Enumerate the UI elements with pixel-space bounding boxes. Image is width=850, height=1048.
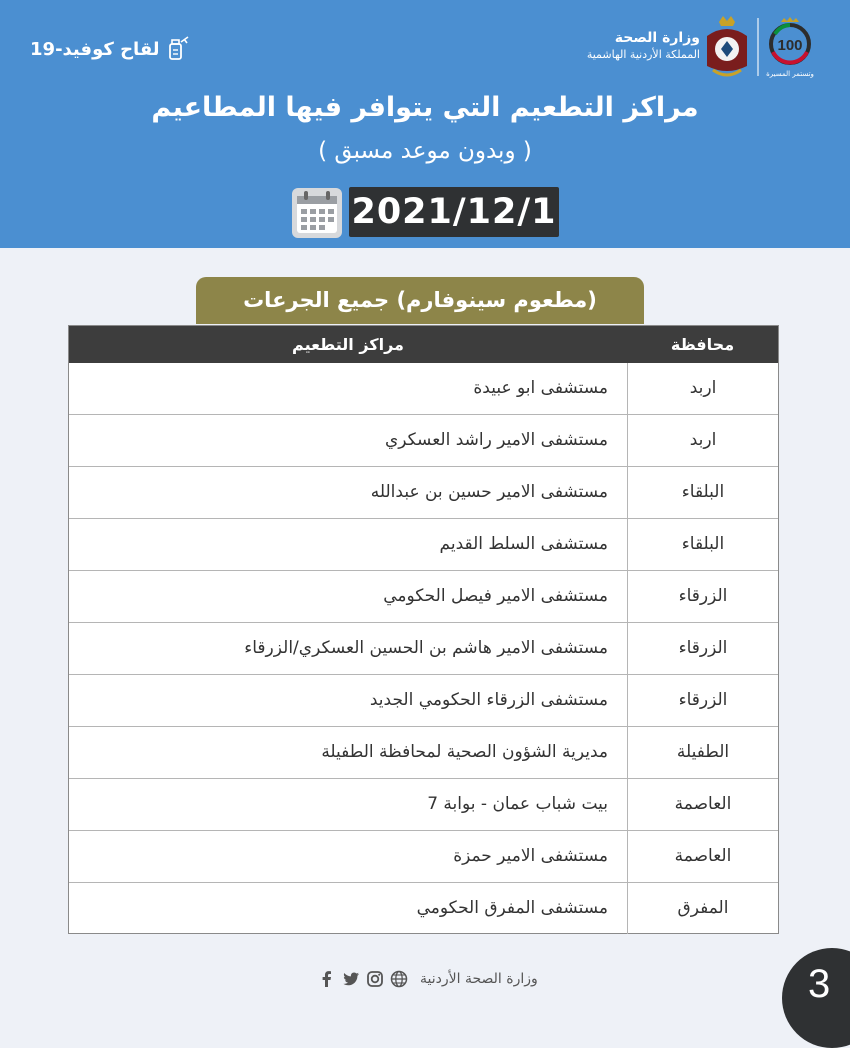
vaccine-type-tag: (مطعوم سينوفارم) جميع الجرعات bbox=[196, 277, 644, 324]
cell-center: مستشفى الامير فيصل الحكومي bbox=[383, 586, 608, 606]
cell-governorate: البلقاء bbox=[627, 467, 778, 518]
ministry-name: وزارة الصحة bbox=[614, 30, 700, 46]
footer bbox=[318, 970, 538, 988]
table-row bbox=[69, 467, 778, 519]
table-row bbox=[69, 883, 778, 935]
cell-governorate: الزرقاء bbox=[627, 675, 778, 726]
cell-governorate: الزرقاء bbox=[627, 623, 778, 674]
header-governorate: محافظة bbox=[670, 335, 735, 354]
cell-center: مستشفى الامير هاشم بن الحسين العسكري/الزرقاء bbox=[244, 638, 608, 658]
table-row bbox=[69, 363, 778, 415]
cell-center: مستشفى الامير راشد العسكري bbox=[384, 430, 608, 450]
table-row bbox=[69, 727, 778, 779]
cell-center: مستشفى السلط القديم bbox=[439, 534, 608, 554]
campaign-label-block bbox=[30, 36, 190, 62]
page-title: مراكز التطعيم التي يتوافر فيها المطاعيم bbox=[151, 92, 699, 123]
instagram-icon[interactable] bbox=[366, 970, 384, 988]
table-header bbox=[69, 326, 778, 363]
table-body bbox=[69, 363, 778, 935]
svg-text:100: 100 bbox=[777, 37, 803, 54]
cell-governorate: اربد bbox=[627, 363, 778, 414]
cell-center: مديرية الشؤون الصحية لمحافظة الطفيلة bbox=[321, 742, 608, 762]
svg-text:وتستمر المسيرة: وتستمر المسيرة bbox=[766, 70, 814, 78]
table-row bbox=[69, 675, 778, 727]
footer-ministry-text: وزارة الصحة الأردنية bbox=[420, 971, 538, 987]
campaign-label: لقاح كوفيد-19 bbox=[30, 38, 160, 60]
page-number: 3 bbox=[808, 962, 831, 1006]
jordan-crest-icon bbox=[703, 14, 751, 80]
table-row bbox=[69, 831, 778, 883]
cell-center: مستشفى الامير حسين بن عبدالله bbox=[370, 482, 608, 502]
cell-center: مستشفى الزرقاء الحكومي الجديد bbox=[369, 690, 608, 710]
table-row bbox=[69, 415, 778, 467]
cell-governorate: الطفيلة bbox=[627, 727, 778, 778]
globe-icon[interactable] bbox=[390, 970, 408, 988]
facebook-icon[interactable] bbox=[318, 970, 336, 988]
cell-governorate: المفرق bbox=[627, 883, 778, 934]
table-row bbox=[69, 623, 778, 675]
twitter-icon[interactable] bbox=[342, 970, 360, 988]
cell-governorate: الزرقاء bbox=[627, 571, 778, 622]
table-row bbox=[69, 571, 778, 623]
ministry-block bbox=[587, 30, 700, 63]
vaccine-vial-icon bbox=[166, 36, 190, 62]
vaccination-centers-table bbox=[68, 325, 779, 934]
calendar-icon bbox=[290, 186, 344, 240]
header-divider bbox=[757, 18, 759, 76]
kingdom-name: المملكة الأردنية الهاشمية bbox=[586, 48, 700, 61]
header-center: مراكز التطعيم bbox=[292, 335, 404, 354]
cell-center: مستشفى الامير حمزة bbox=[453, 846, 608, 866]
header-banner bbox=[0, 0, 850, 248]
cell-governorate: العاصمة bbox=[627, 779, 778, 830]
date-badge: 2021/12/1 bbox=[349, 187, 559, 237]
cell-center: بيت شباب عمان - بوابة 7 bbox=[427, 794, 608, 814]
centennial-logo bbox=[763, 16, 817, 82]
cell-governorate: البلقاء bbox=[627, 519, 778, 570]
cell-center: مستشفى ابو عبيدة bbox=[473, 378, 608, 398]
cell-center: مستشفى المفرق الحكومي bbox=[416, 898, 608, 918]
table-row bbox=[69, 519, 778, 571]
cell-governorate: العاصمة bbox=[627, 831, 778, 882]
cell-governorate: اربد bbox=[627, 415, 778, 466]
page-subtitle: ( وبدون موعد مسبق ) bbox=[318, 138, 532, 164]
table-row bbox=[69, 779, 778, 831]
